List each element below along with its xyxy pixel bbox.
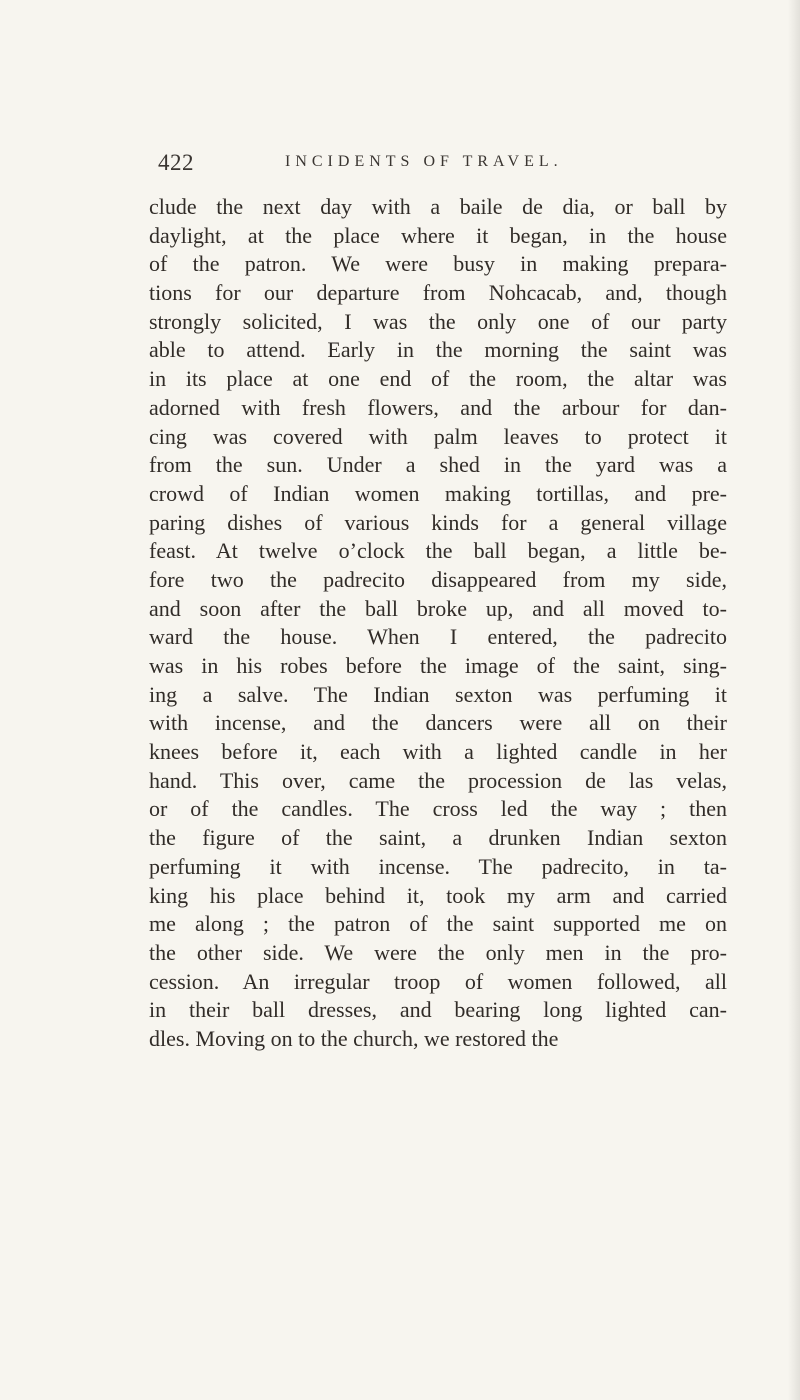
text-line: in their ball dresses, and bearing long lighted can- (149, 997, 727, 1023)
text-line: the figure of the saint, a drunken Indian sexton (149, 825, 727, 851)
text-line: hand. This over, came the procession de las velas, (149, 767, 727, 793)
text-line: strongly solicited, I was the only one of our party (149, 308, 727, 334)
body-text (149, 193, 727, 1054)
page-edge-shadow (788, 0, 800, 1400)
text-line: cession. An irregular troop of women followed, all (149, 968, 727, 994)
text-line: crowd of Indian women making tortillas, and pre- (149, 480, 727, 506)
text-line: feast. At twelve o’clock the ball began, a little be- (149, 538, 727, 564)
page-number: 422 (158, 150, 194, 175)
text-line: knees before it, each with a lighted candle in her (149, 739, 727, 765)
text-line: fore two the padrecito disappeared from my side, (149, 566, 727, 592)
text-line: and soon after the ball broke up, and all moved to- (149, 595, 727, 621)
text-line: ing a salve. The Indian sexton was perfuming it (149, 681, 727, 707)
running-title: INCIDENTS OF TRAVEL. (285, 153, 563, 170)
text-line: was in his robes before the image of the saint, sing- (149, 653, 727, 678)
text-line: of the patron. We were busy in making prepara- (149, 251, 727, 277)
text-line: tions for our departure from Nohcacab, and, though (149, 280, 727, 306)
text-line: daylight, at the place where it began, in the house (149, 222, 727, 248)
text-line: cing was covered with palm leaves to protect it (149, 423, 727, 449)
text-line: or of the candles. The cross led the way ; then (149, 796, 727, 822)
text-line: clude the next day with a baile de dia, or ball by (149, 194, 727, 219)
running-head (158, 150, 728, 180)
text-line: the other side. We were the only men in the pro- (149, 939, 727, 965)
text-line: perfuming it with incense. The padrecito, in ta- (149, 853, 727, 879)
text-line: me along ; the patron of the saint supported me on (149, 911, 727, 937)
text-line: ward the house. When I entered, the padrecito (149, 624, 727, 650)
text-line: with incense, and the dancers were all on their (149, 710, 727, 736)
text-line: in its place at one end of the room, the altar was (149, 366, 727, 392)
text-line: paring dishes of various kinds for a general village (149, 509, 727, 535)
text-line: king his place behind it, took my arm and carried (149, 882, 727, 908)
text-line: dles. Moving on to the church, we restored the (149, 1025, 559, 1051)
text-line: adorned with fresh flowers, and the arbour for dan- (149, 394, 727, 420)
text-line: from the sun. Under a shed in the yard was a (149, 452, 727, 478)
text-line: able to attend. Early in the morning the saint was (149, 337, 727, 363)
